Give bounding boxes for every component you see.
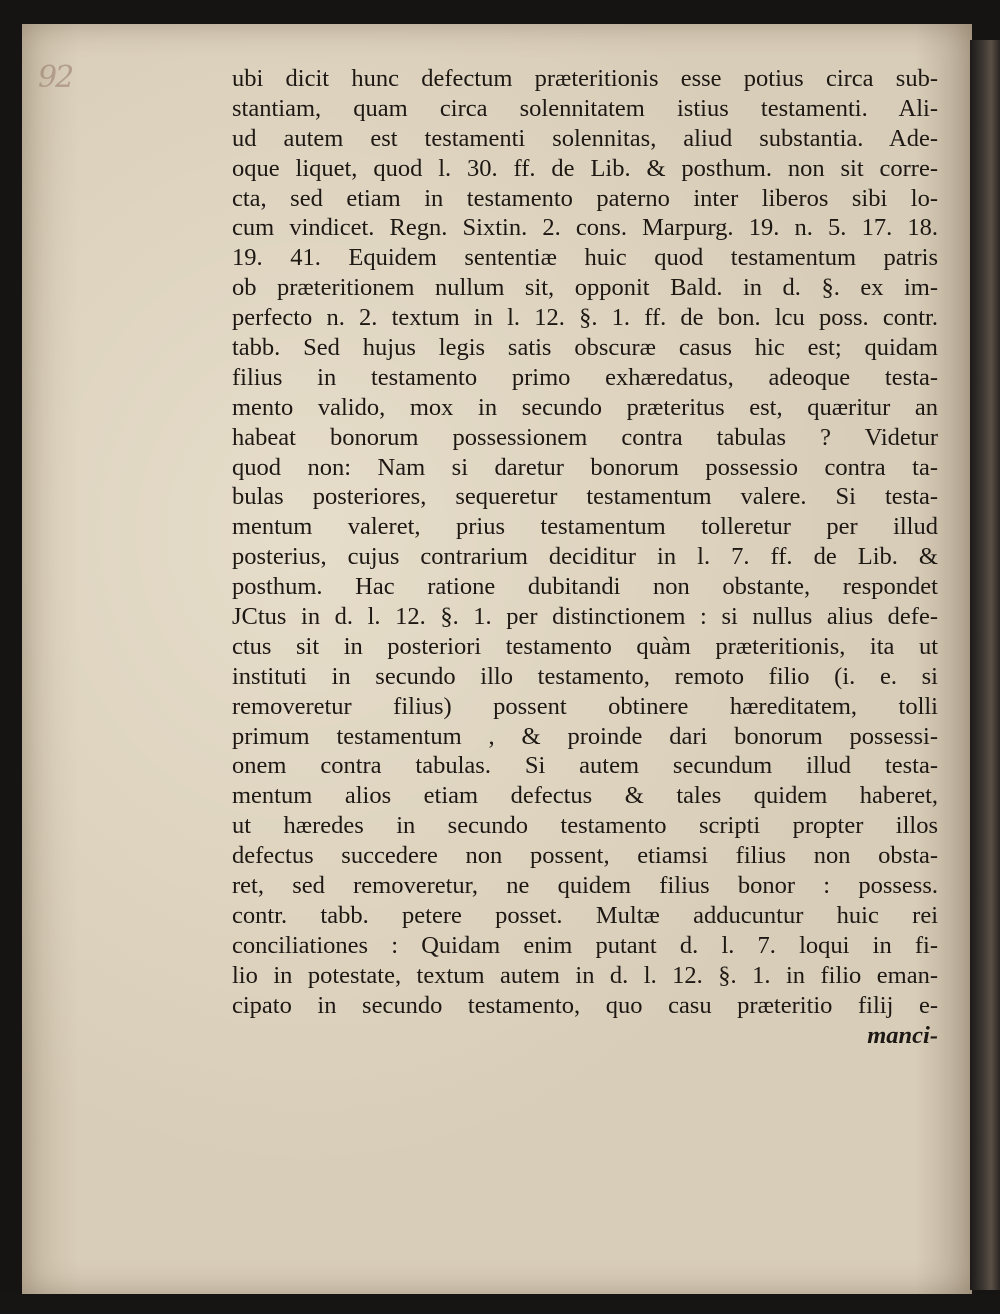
- text-line: defectus succedere non possent, etiamsi filius non obsta-: [232, 842, 938, 870]
- text-line: habeat bonorum possessionem contra tabulas ? Videtur: [232, 423, 938, 451]
- page-edge-shadow: [970, 40, 1000, 1290]
- catchword: manci-: [867, 1021, 938, 1049]
- text-line: removeretur filius) possent obtinere hæreditatem, tolli: [232, 692, 938, 720]
- text-line: JCtus in d. l. 12. §. 1. per distinctionem : si nullus alius defe-: [232, 603, 938, 631]
- text-line: mento valido, mox in secundo præteritus est, quæritur an: [232, 393, 938, 421]
- text-line: stantiam, quam circa solennitatem istius testamenti. Ali-: [232, 94, 938, 122]
- text-line: ud autem est testamenti solennitas, aliud substantia. Ade-: [232, 124, 938, 152]
- text-line: cta, sed etiam in testamento paterno inter liberos sibi lo-: [232, 184, 938, 212]
- text-line: ubi dicit hunc defectum præteritionis esse potius circa sub-: [232, 65, 938, 92]
- text-line: cipato in secundo testamento, quo casu præteritio filij e-: [232, 991, 938, 1019]
- text-line: instituti in secundo illo testamento, remoto filio (i. e. si: [232, 662, 938, 690]
- body-text: [232, 64, 938, 1050]
- text-line: mentum alios etiam defectus & tales quidem haberet,: [232, 782, 938, 810]
- text-line: ut hæredes in secundo testamento scripti propter illos: [232, 812, 938, 840]
- text-line: lio in potestate, textum autem in d. l. 12. §. 1. in filio eman-: [232, 961, 938, 989]
- text-line: filius in testamento primo exhæredatus, adeoque testa-: [232, 363, 938, 391]
- text-line: bulas posteriores, sequeretur testamentum valere. Si testa-: [232, 483, 938, 511]
- scan-bottom-border: [0, 1294, 1000, 1314]
- text-line: primum testamentum , & proinde dari bonorum possessi-: [232, 722, 938, 750]
- book-page: [22, 24, 972, 1294]
- page-number: 92: [38, 60, 73, 95]
- text-line: onem contra tabulas. Si autem secundum illud testa-: [232, 752, 938, 780]
- text-line: perfecto n. 2. textum in l. 12. §. 1. ff. de bon. lcu poss. contr.: [232, 304, 938, 332]
- text-line: conciliationes : Quidam enim putant d. l. 7. loqui in fi-: [232, 931, 938, 959]
- text-line: posthum. Hac ratione dubitandi non obstante, respondet: [232, 573, 938, 601]
- text-line: cum vindicet. Regn. Sixtin. 2. cons. Marpurg. 19. n. 5. 17. 18.: [232, 214, 938, 242]
- text-line: ob præteritionem nullum sit, opponit Bald. in d. §. ex im-: [232, 274, 938, 302]
- text-line: oque liquet, quod l. 30. ff. de Lib. & posthum. non sit corre-: [232, 154, 938, 182]
- text-line: mentum valeret, prius testamentum tolleretur per illud: [232, 513, 938, 541]
- text-line: 19. 41. Equidem sententiæ huic quod testamentum patris: [232, 244, 938, 272]
- text-line: quod non: Nam si daretur bonorum possessio contra ta-: [232, 453, 938, 481]
- text-line: ret, sed removeretur, ne quidem filius bonor : possess.: [232, 872, 938, 900]
- text-line: tabb. Sed hujus legis satis obscuræ casus hic est; quidam: [232, 334, 938, 362]
- text-line: ctus sit in posteriori testamento quàm præteritionis, ita ut: [232, 632, 938, 660]
- text-line: contr. tabb. petere posset. Multæ adducuntur huic rei: [232, 901, 938, 929]
- text-line: posterius, cujus contrarium deciditur in l. 7. ff. de Lib. &: [232, 543, 938, 571]
